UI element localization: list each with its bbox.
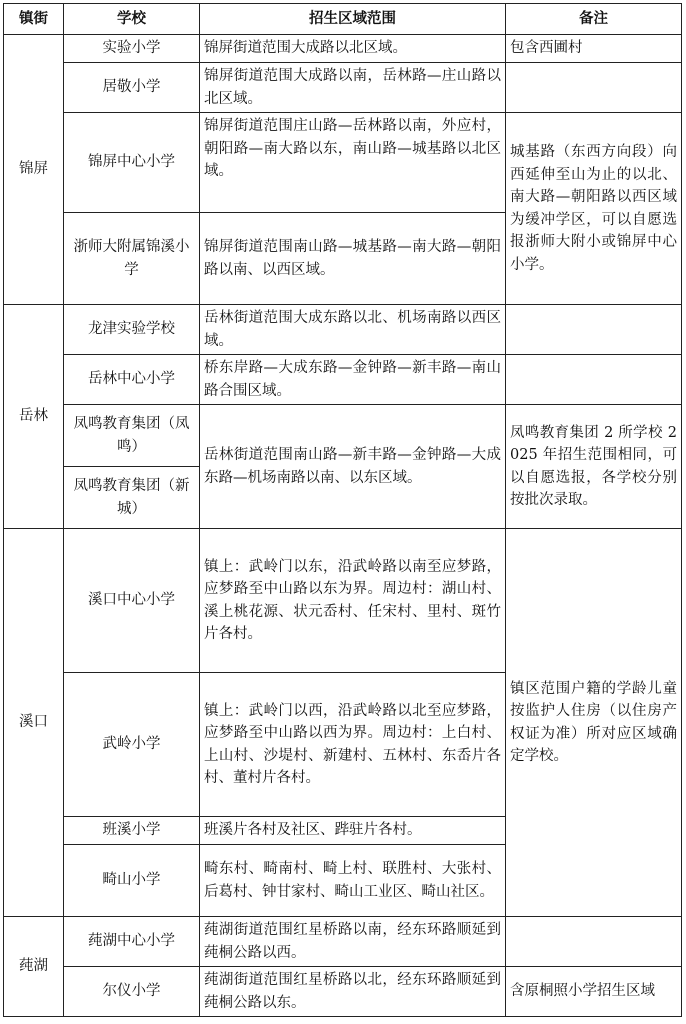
school-cell: 居敬小学 bbox=[64, 63, 200, 113]
table-row bbox=[4, 63, 682, 113]
school-cell: 武岭小学 bbox=[64, 673, 200, 817]
school-cell: 龙津实验学校 bbox=[64, 305, 200, 355]
range-cell: 锦屏街道范围大成路以北区域。 bbox=[200, 35, 506, 63]
range-cell: 镇上：武岭门以西，沿武岭路以北至应梦路，应梦路至中山路以西为界。周边村：上白村、上山村、沙堤村、新建村、五林村、东岙片各村、董村片各村。 bbox=[200, 673, 506, 817]
table-row bbox=[4, 529, 682, 673]
note-cell: 镇区范围户籍的学龄儿童按监护人住房（以住房产权证为准）所对应区域确定学校。 bbox=[506, 529, 682, 917]
table-row bbox=[4, 113, 682, 213]
header-row bbox=[4, 4, 682, 35]
school-cell: 莼湖中心小学 bbox=[64, 917, 200, 967]
range-cell: 镇上：武岭门以东，沿武岭路以南至应梦路，应梦路至中山路以东为界。周边村：湖山村、溪上桃花源、状元岙村、任宋村、里村、斑竹片各村。 bbox=[200, 529, 506, 673]
note-cell bbox=[506, 305, 682, 355]
enrollment-district-table bbox=[3, 3, 682, 1017]
range-cell: 莼湖街道范围红星桥路以南，经东环路顺延到莼桐公路以西。 bbox=[200, 917, 506, 967]
note-cell bbox=[506, 63, 682, 113]
school-cell: 浙师大附属锦溪小学 bbox=[64, 213, 200, 305]
school-cell: 实验小学 bbox=[64, 35, 200, 63]
school-cell: 尔仪小学 bbox=[64, 967, 200, 1017]
school-cell: 畸山小学 bbox=[64, 845, 200, 917]
school-cell: 溪口中心小学 bbox=[64, 529, 200, 673]
table-row bbox=[4, 35, 682, 63]
school-cell: 班溪小学 bbox=[64, 817, 200, 845]
range-cell: 锦屏街道范围大成路以南，岳林路—庄山路以北区域。 bbox=[200, 63, 506, 113]
range-cell: 畸东村、畸南村、畸上村、联胜村、大张村、后葛村、钟甘家村、畸山工业区、畸山社区。 bbox=[200, 845, 506, 917]
header-range: 招生区域范围 bbox=[200, 4, 506, 35]
school-cell: 岳林中心小学 bbox=[64, 355, 200, 405]
range-cell: 莼湖街道范围红星桥路以北，经东环路顺延到莼桐公路以东。 bbox=[200, 967, 506, 1017]
range-cell: 桥东岸路—大成东路—金钟路—新丰路—南山路合围区域。 bbox=[200, 355, 506, 405]
school-cell: 凤鸣教育集团（凤鸣） bbox=[64, 405, 200, 467]
town-cell: 锦屏 bbox=[4, 35, 64, 305]
note-cell bbox=[506, 355, 682, 405]
note-cell bbox=[506, 917, 682, 967]
note-cell: 包含西圃村 bbox=[506, 35, 682, 63]
note-cell: 城基路（东西方向段）向西延伸至山为止的以北、南大路—朝阳路以西区域为缓冲学区，可以自愿选报浙师大附小或锦屏中心小学。 bbox=[506, 113, 682, 305]
table-row bbox=[4, 305, 682, 355]
range-cell: 锦屏街道范围南山路—城基路—南大路—朝阳路以南、以西区域。 bbox=[200, 213, 506, 305]
header-school: 学校 bbox=[64, 4, 200, 35]
table-row bbox=[4, 917, 682, 967]
header-note: 备注 bbox=[506, 4, 682, 35]
town-cell: 岳林 bbox=[4, 305, 64, 529]
school-cell: 锦屏中心小学 bbox=[64, 113, 200, 213]
town-cell: 莼湖 bbox=[4, 917, 64, 1017]
range-cell: 班溪片各村及社区、跸驻片各村。 bbox=[200, 817, 506, 845]
table-row bbox=[4, 355, 682, 405]
range-cell: 岳林街道范围南山路—新丰路—金钟路—大成东路—机场南路以南、以东区域。 bbox=[200, 405, 506, 529]
town-cell: 溪口 bbox=[4, 529, 64, 917]
header-town: 镇街 bbox=[4, 4, 64, 35]
school-cell: 凤鸣教育集团（新城） bbox=[64, 467, 200, 529]
note-cell: 含原桐照小学招生区域 bbox=[506, 967, 682, 1017]
range-cell: 岳林街道范围大成东路以北、机场南路以西区域。 bbox=[200, 305, 506, 355]
note-cell: 凤鸣教育集团 2 所学校 2025 年招生范围相同，可以自愿选报，各学校分别按批次录取。 bbox=[506, 405, 682, 529]
range-cell: 锦屏街道范围庄山路—岳林路以南，外应村，朝阳路—南大路以东，南山路—城基路以北区域。 bbox=[200, 113, 506, 213]
table-row bbox=[4, 967, 682, 1017]
table-row bbox=[4, 405, 682, 467]
